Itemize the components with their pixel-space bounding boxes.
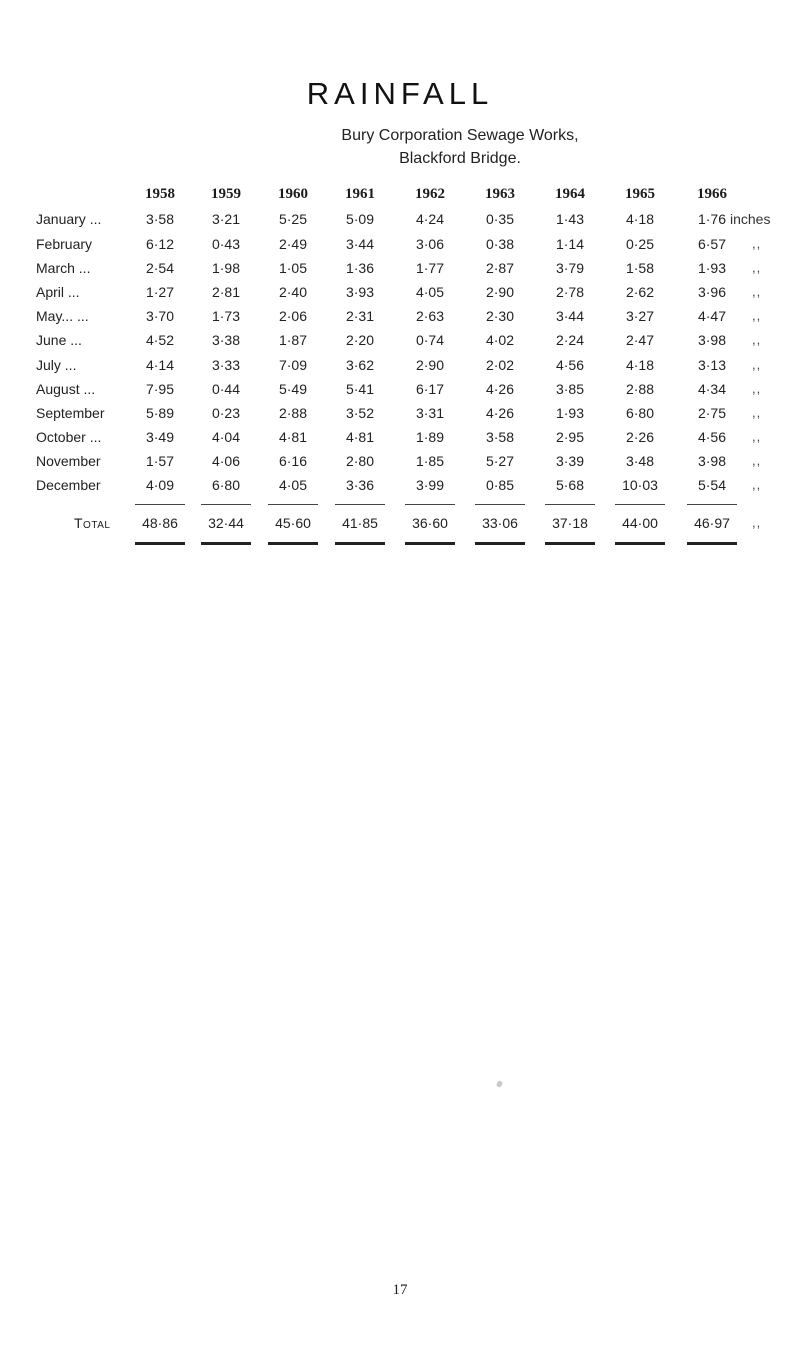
total-value: 33·06 [482,515,518,531]
rainfall-value: 0·43 [211,236,241,252]
total-value: 48·86 [142,515,178,531]
rainfall-value: 2·80 [345,453,375,469]
total-rule-bottom [405,542,455,545]
total-rule-bottom [615,542,665,545]
ditto-mark: ,, [752,308,762,323]
rainfall-value: 2·31 [345,308,375,324]
year-header: 1959 [211,186,241,202]
rainfall-value: 2·20 [345,332,375,348]
total-rule-top [135,504,185,505]
rainfall-value: 2·02 [485,357,515,373]
rainfall-value: 0·25 [625,236,655,252]
subtitle-line-2: Blackford Bridge. [399,150,521,167]
rainfall-value: 2·26 [625,429,655,445]
total-rule-top [687,504,737,505]
total-rule-bottom [687,542,737,545]
rainfall-value: 4·47 [697,308,727,324]
rainfall-value: 6·57 [697,236,727,252]
total-value: 32·44 [208,515,244,531]
rainfall-value: 4·06 [211,453,241,469]
rainfall-value: 2·90 [485,284,515,300]
rainfall-value: 0·35 [485,211,515,227]
month-label: December [36,477,101,493]
total-rule-bottom [475,542,525,545]
rainfall-value: 5·27 [485,453,515,469]
rainfall-value: 1·43 [555,211,585,227]
month-label: November [36,453,101,469]
rainfall-value: 6·80 [625,405,655,421]
rainfall-value: 2·54 [145,260,175,276]
ditto-mark: ,, [752,405,762,420]
rainfall-value: 2·78 [555,284,585,300]
rainfall-value: 1·77 [415,260,445,276]
rainfall-value: 4·24 [415,211,445,227]
rainfall-value: 2·47 [625,332,655,348]
rainfall-value: 1·85 [415,453,445,469]
rainfall-value: 3·27 [625,308,655,324]
rainfall-value: 3·39 [555,453,585,469]
rainfall-value: 3·44 [345,236,375,252]
page-title: RAINFALL [306,76,494,111]
total-value: 44·00 [622,515,658,531]
rainfall-value: 4·34 [697,381,727,397]
year-header: 1960 [278,186,308,202]
rainfall-value: 4·81 [278,429,308,445]
ditto-mark: ,, [752,515,762,530]
rainfall-value: 2·81 [211,284,241,300]
rainfall-value: 1·36 [345,260,375,276]
total-rule-top [405,504,455,505]
rainfall-value: 4·56 [555,357,585,373]
ditto-mark: ,, [752,236,762,251]
rainfall-value: 1·98 [211,260,241,276]
rainfall-value: 4·81 [345,429,375,445]
rainfall-value: 3·38 [211,332,241,348]
ditto-mark: ,, [752,332,762,347]
rainfall-value: 2·24 [555,332,585,348]
rainfall-value: 4·05 [278,477,308,493]
ditto-mark: ,, [752,357,762,372]
year-header: 1958 [145,186,175,202]
rainfall-value: 1·57 [145,453,175,469]
rainfall-value: 1·05 [278,260,308,276]
rainfall-value: 2·49 [278,236,308,252]
year-header: 1964 [555,186,585,202]
month-label: March ... [36,260,91,276]
ditto-mark: ,, [752,381,762,396]
rainfall-value: 3·33 [211,357,241,373]
rainfall-value: 4·52 [145,332,175,348]
month-label: July ... [36,357,77,373]
month-label: February [36,236,93,252]
month-label: June ... [36,332,82,348]
total-value: 41·85 [342,515,378,531]
rainfall-value: 4·04 [211,429,241,445]
rainfall-value: 1·14 [555,236,585,252]
unit-label: inches [730,211,771,227]
rainfall-value: 2·95 [555,429,585,445]
rainfall-value: 3·58 [485,429,515,445]
rainfall-value: 3·06 [415,236,445,252]
ditto-mark: ,, [752,453,762,468]
month-label: October ... [36,429,102,445]
rainfall-value: 3·48 [625,453,655,469]
rainfall-value: 1·93 [697,260,727,276]
year-header: 1963 [485,186,515,202]
total-rule-top [335,504,385,505]
rainfall-value: 3·58 [145,211,175,227]
rainfall-value: 3·13 [697,357,727,373]
rainfall-value: 2·40 [278,284,308,300]
rainfall-value: 6·12 [145,236,175,252]
rainfall-value: 2·87 [485,260,515,276]
ditto-mark: ,, [752,477,762,492]
rainfall-value: 1·27 [145,284,175,300]
rainfall-value: 4·09 [145,477,175,493]
rainfall-value: 4·14 [145,357,175,373]
page-number: 17 [392,1282,408,1298]
rainfall-value: 4·02 [485,332,515,348]
rainfall-value: 4·18 [625,211,655,227]
rainfall-value: 3·36 [345,477,375,493]
rainfall-value: 5·68 [555,477,585,493]
total-rule-top [268,504,318,505]
rainfall-value: 3·49 [145,429,175,445]
total-rule-top [475,504,525,505]
total-rule-top [545,504,595,505]
rainfall-value: 3·98 [697,332,727,348]
rainfall-value: 1·58 [625,260,655,276]
total-label: Total [74,515,111,531]
rainfall-value: 4·26 [485,405,515,421]
rainfall-value: 3·44 [555,308,585,324]
total-rule-bottom [268,542,318,545]
year-header: 1962 [415,186,445,202]
rainfall-value: 5·49 [278,381,308,397]
ditto-mark: ,, [752,260,762,275]
rainfall-value: 1·73 [211,308,241,324]
rainfall-value: 2·63 [415,308,445,324]
rainfall-value: 0·44 [211,381,241,397]
rainfall-value: 6·16 [278,453,308,469]
rainfall-value: 4·56 [697,429,727,445]
rainfall-value: 3·93 [345,284,375,300]
rainfall-value: 7·09 [278,357,308,373]
rainfall-value: 2·88 [625,381,655,397]
rainfall-value: 1·87 [278,332,308,348]
rainfall-value: 3·31 [415,405,445,421]
ditto-mark: ,, [752,429,762,444]
year-header: 1961 [345,186,375,202]
rainfall-value: 5·54 [697,477,727,493]
month-label: April ... [36,284,80,300]
rainfall-value: 3·85 [555,381,585,397]
rainfall-value: 2·06 [278,308,308,324]
year-header: 1965 [625,186,655,202]
rainfall-value: 0·74 [415,332,445,348]
total-rule-bottom [335,542,385,545]
rainfall-value: 4·05 [415,284,445,300]
total-value: 46·97 [694,515,730,531]
rainfall-value: 1·76 [697,211,727,227]
total-rule-top [615,504,665,505]
total-rule-top [201,504,251,505]
rainfall-value: 3·21 [211,211,241,227]
rainfall-value: 2·75 [697,405,727,421]
rainfall-value: 6·17 [415,381,445,397]
rainfall-value: 3·98 [697,453,727,469]
rainfall-value: 2·88 [278,405,308,421]
rainfall-value: 10·03 [622,477,658,493]
rainfall-value: 3·52 [345,405,375,421]
rainfall-value: 5·25 [278,211,308,227]
rainfall-value: 4·18 [625,357,655,373]
rainfall-value: 7·95 [145,381,175,397]
rainfall-value: 2·90 [415,357,445,373]
month-label: September [36,405,105,421]
rainfall-value: 0·23 [211,405,241,421]
total-value: 45·60 [275,515,311,531]
rainfall-value: 4·26 [485,381,515,397]
subtitle-line-1: Bury Corporation Sewage Works, [341,127,579,144]
ditto-mark: ,, [752,284,762,299]
rainfall-value: 0·38 [485,236,515,252]
rainfall-value: 2·30 [485,308,515,324]
total-rule-bottom [545,542,595,545]
month-label: August ... [36,381,96,397]
rainfall-value: 6·80 [211,477,241,493]
rainfall-value: 5·89 [145,405,175,421]
total-rule-bottom [135,542,185,545]
total-value: 36·60 [412,515,448,531]
total-rule-bottom [201,542,251,545]
total-value: 37·18 [552,515,588,531]
ink-smudge [496,1080,503,1088]
rainfall-value: 3·99 [415,477,445,493]
rainfall-value: 1·93 [555,405,585,421]
month-label: January ... [36,211,102,227]
month-label: May... ... [36,308,89,324]
rainfall-value: 1·89 [415,429,445,445]
rainfall-value: 2·62 [625,284,655,300]
rainfall-value: 5·41 [345,381,375,397]
rainfall-value: 0·85 [485,477,515,493]
rainfall-value: 3·96 [697,284,727,300]
rainfall-value: 3·62 [345,357,375,373]
rainfall-value: 3·70 [145,308,175,324]
rainfall-value: 3·79 [555,260,585,276]
rainfall-value: 5·09 [345,211,375,227]
year-header: 1966 [697,186,727,202]
